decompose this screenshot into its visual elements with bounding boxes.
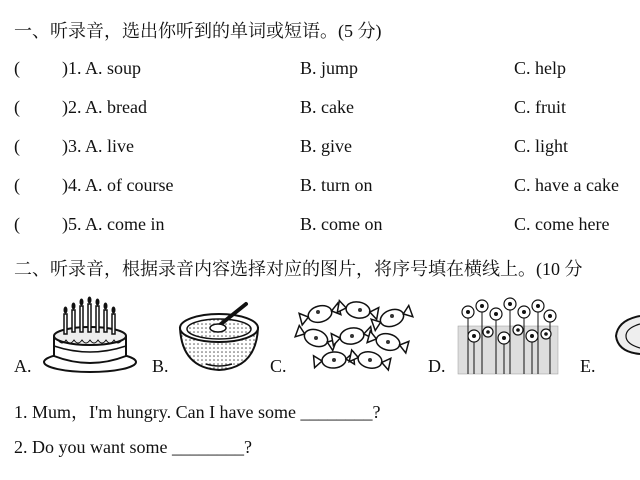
- option-a: )2. A. bread: [62, 97, 147, 117]
- answer-paren[interactable]: (: [14, 175, 20, 195]
- picture-letter-d: D.: [428, 356, 446, 376]
- flowers-icon: [456, 292, 560, 376]
- partial-object-icon: [612, 312, 640, 356]
- option-a: )4. A. of course: [62, 175, 174, 195]
- option-c: C. light: [514, 136, 569, 156]
- soup-bowl-icon: [176, 298, 262, 374]
- option-c: C. come here: [514, 214, 610, 234]
- birthday-cake-icon: [40, 296, 140, 376]
- picture-letter-e: E.: [580, 356, 596, 376]
- picture-letter-c: C.: [270, 356, 287, 376]
- option-b: B. turn on: [300, 175, 373, 195]
- option-c: C. help: [514, 58, 566, 78]
- option-c: C. fruit: [514, 97, 566, 117]
- picture-letter-a: A.: [14, 356, 32, 376]
- section2-heading: 二、听录音，根据录音内容选择对应的图片，将序号填在横线上。(10 分: [14, 259, 583, 279]
- section1-heading: 一、听录音，选出你听到的单词或短语。(5 分): [14, 21, 382, 41]
- option-b: B. jump: [300, 58, 359, 78]
- answer-paren[interactable]: (: [14, 97, 20, 117]
- answer-paren[interactable]: (: [14, 214, 20, 234]
- option-b: B. cake: [300, 97, 354, 117]
- option-b: B. give: [300, 136, 352, 156]
- option-a: )5. A. come in: [62, 214, 165, 234]
- picture-letter-b: B.: [152, 356, 169, 376]
- sentence-2: 2. Do you want some ________?: [14, 437, 252, 457]
- sentence-1: 1. Mum，I'm hungry. Can I have some ________?: [14, 402, 381, 422]
- option-a: )3. A. live: [62, 136, 134, 156]
- option-b: B. come on: [300, 214, 383, 234]
- option-a: )1. A. soup: [62, 58, 142, 78]
- answer-paren[interactable]: (: [14, 136, 20, 156]
- option-c: C. have a cake: [514, 175, 619, 195]
- answer-paren[interactable]: (: [14, 58, 20, 78]
- candies-icon: [294, 298, 414, 374]
